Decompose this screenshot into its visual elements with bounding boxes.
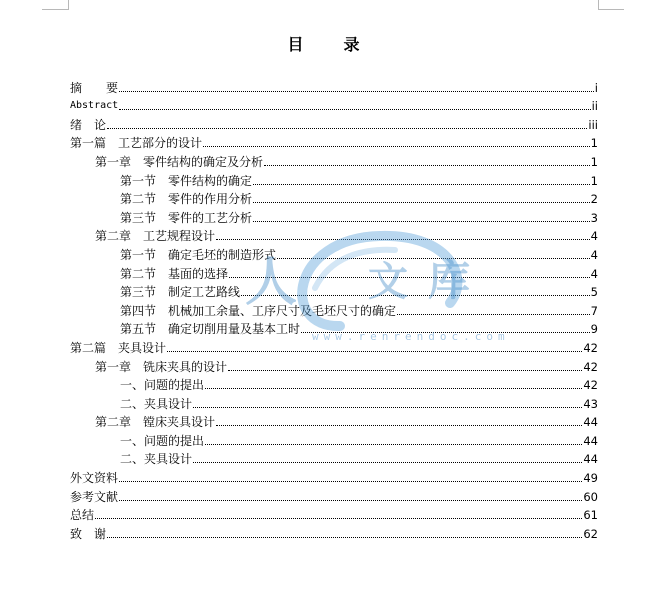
- toc-page-number: 44: [583, 433, 598, 448]
- toc-page-number: 1: [590, 136, 598, 151]
- toc-entry-label: 摘 要: [70, 80, 119, 95]
- toc-entry-label: 总结: [70, 508, 95, 523]
- toc-entry-label: 第一篇 工艺部分的设计: [70, 136, 203, 151]
- toc-entry[interactable]: [70, 188, 598, 207]
- toc-dot-leader: [203, 146, 590, 147]
- toc-dot-leader: [205, 444, 582, 445]
- toc-entry[interactable]: [70, 113, 598, 132]
- toc-dot-leader: [167, 351, 582, 352]
- toc-page-number: 5: [590, 285, 598, 300]
- toc-entry-label: 绪 论: [70, 117, 107, 132]
- toc-dot-leader: [119, 109, 590, 110]
- toc-entry-label: 第一节 零件结构的确定: [120, 173, 253, 188]
- toc-page-number: 4: [590, 266, 598, 281]
- toc-entry-label: 第二节 零件的作用分析: [120, 192, 253, 207]
- toc-entry[interactable]: [70, 466, 598, 485]
- toc-entry[interactable]: [70, 429, 598, 448]
- toc-entry[interactable]: [70, 225, 598, 244]
- toc-page-number: 4: [590, 247, 598, 262]
- toc-dot-leader: [229, 277, 590, 278]
- toc-dot-leader: [253, 221, 590, 222]
- toc-title: 目 录: [287, 35, 372, 54]
- toc-page-number: 9: [590, 322, 598, 337]
- toc-entry[interactable]: [70, 392, 598, 411]
- toc-entry[interactable]: [70, 206, 598, 225]
- toc-dot-leader: [241, 295, 590, 296]
- toc-dot-leader: [95, 518, 582, 519]
- toc-page-number: 42: [583, 340, 598, 355]
- toc-entry-label: 一、问题的提出: [120, 433, 205, 448]
- toc-page-number: ii: [591, 99, 598, 114]
- toc-dot-leader: [119, 481, 582, 482]
- toc-entry-label: 第二节 基面的选择: [120, 266, 229, 281]
- toc-entry[interactable]: [70, 374, 598, 393]
- toc-entry-label: 第四节 机械加工余量、工序尺寸及毛坯尺寸的确定: [120, 303, 397, 318]
- toc-dot-leader: [119, 500, 582, 501]
- toc-dot-leader: [193, 462, 582, 463]
- toc-page-number: 61: [583, 508, 598, 523]
- toc-entry-label: 第三节 零件的工艺分析: [120, 210, 253, 225]
- toc-dot-leader: [277, 258, 590, 259]
- toc-entry[interactable]: [70, 150, 598, 169]
- toc-page-number: 60: [583, 489, 598, 504]
- toc-entry-label: 第一章 铣床夹具的设计: [95, 359, 228, 374]
- toc-entry[interactable]: [70, 95, 598, 114]
- toc-entry-label: 二、夹具设计: [120, 396, 193, 411]
- toc-page-number: 62: [583, 526, 598, 541]
- toc-page-number: 44: [583, 415, 598, 430]
- toc-page-number: 2: [590, 192, 598, 207]
- toc-entry[interactable]: [70, 299, 598, 318]
- table-of-contents: [70, 76, 598, 541]
- toc-entry[interactable]: [70, 355, 598, 374]
- toc-dot-leader: [397, 314, 590, 315]
- toc-page-number: i: [594, 80, 598, 95]
- crop-mark-top-right: [598, 0, 599, 10]
- toc-page-number: 1: [590, 173, 598, 188]
- toc-entry[interactable]: [70, 485, 598, 504]
- toc-page-number: 44: [583, 452, 598, 467]
- crop-mark-top-left: [42, 9, 68, 10]
- toc-entry-label: 第二篇 夹具设计: [70, 340, 167, 355]
- toc-entry[interactable]: [70, 336, 598, 355]
- toc-page-number: 42: [583, 378, 598, 393]
- toc-page-number: 7: [590, 303, 598, 318]
- toc-page-number: 3: [590, 210, 598, 225]
- toc-entry-label: 第二章 工艺规程设计: [95, 229, 216, 244]
- toc-dot-leader: [216, 239, 590, 240]
- toc-page-number: iii: [588, 117, 598, 132]
- toc-page-number: 1: [590, 154, 598, 169]
- toc-entry[interactable]: [70, 132, 598, 151]
- toc-entry-label: 外文资料: [70, 471, 119, 486]
- toc-dot-leader: [107, 128, 587, 129]
- toc-dot-leader: [301, 332, 590, 333]
- toc-dot-leader: [107, 537, 582, 538]
- watermark-url: www.renrendoc.com: [312, 330, 510, 343]
- crop-mark-top-left: [68, 0, 69, 10]
- toc-entry[interactable]: [70, 318, 598, 337]
- toc-dot-leader: [253, 184, 590, 185]
- toc-entry[interactable]: [70, 76, 598, 95]
- toc-entry-label: 二、夹具设计: [120, 452, 193, 467]
- toc-dot-leader: [119, 91, 594, 92]
- toc-entry[interactable]: [70, 522, 598, 541]
- toc-entry-label: 第一章 零件结构的确定及分析: [95, 154, 264, 169]
- toc-dot-leader: [264, 165, 590, 166]
- toc-entry[interactable]: [70, 262, 598, 281]
- toc-dot-leader: [205, 388, 582, 389]
- toc-entry[interactable]: [70, 504, 598, 523]
- crop-mark-top-right: [598, 9, 624, 10]
- toc-entry-label: Abstract: [70, 100, 119, 112]
- toc-page-number: 43: [583, 396, 598, 411]
- toc-entry[interactable]: [70, 281, 598, 300]
- watermark-glyph: 人: [245, 252, 298, 313]
- toc-page-number: 42: [583, 359, 598, 374]
- toc-entry-label: 第五节 确定切削用量及基本工时: [120, 322, 301, 337]
- toc-entry[interactable]: [70, 411, 598, 430]
- toc-dot-leader: [193, 407, 582, 408]
- toc-dot-leader: [216, 425, 582, 426]
- toc-page-number: 4: [590, 229, 598, 244]
- toc-page-number: 49: [583, 471, 598, 486]
- toc-dot-leader: [253, 202, 590, 203]
- toc-entry[interactable]: [70, 169, 598, 188]
- toc-entry-label: 第二章 镗床夹具设计: [95, 415, 216, 430]
- toc-entry[interactable]: [70, 243, 598, 262]
- toc-entry-label: 一、问题的提出: [120, 378, 205, 393]
- toc-entry[interactable]: [70, 448, 598, 467]
- toc-dot-leader: [228, 370, 582, 371]
- toc-entry-label: 第三节 制定工艺路线: [120, 285, 241, 300]
- toc-entry-label: 参考文献: [70, 489, 119, 504]
- toc-entry-label: 第一节 确定毛坯的制造形式: [120, 247, 277, 262]
- toc-entry-label: 致 谢: [70, 526, 107, 541]
- watermark-glyph: 库: [428, 256, 471, 305]
- watermark-glyph: 文: [368, 258, 408, 305]
